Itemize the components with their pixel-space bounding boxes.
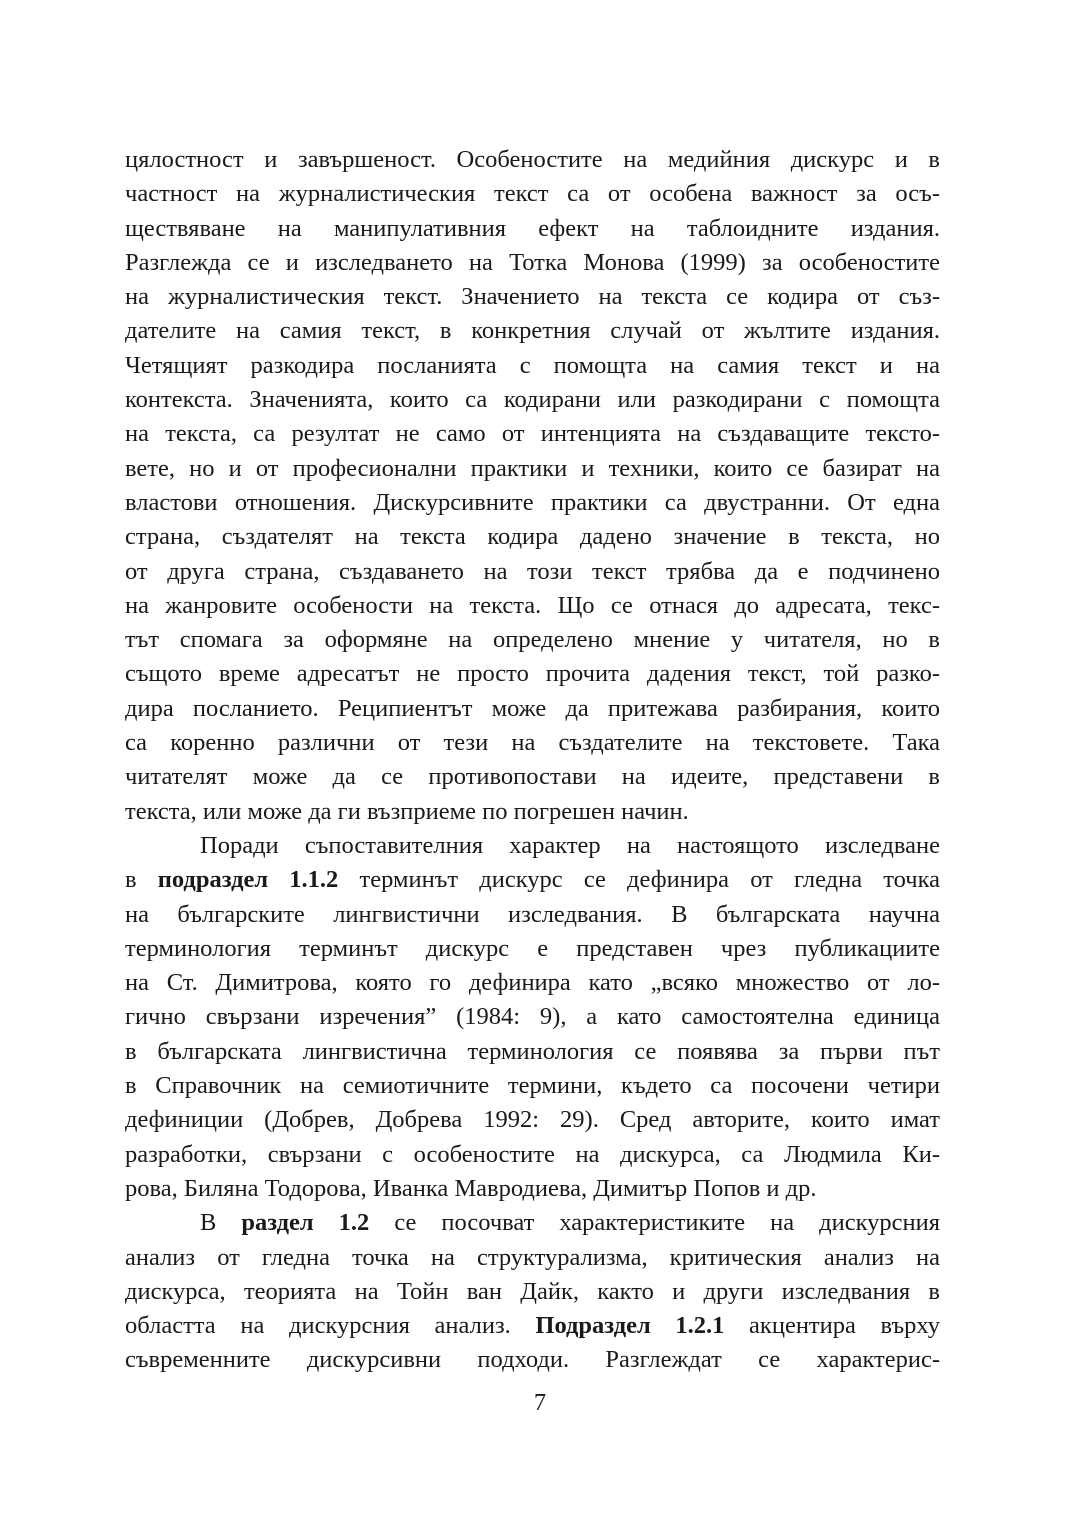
text-line: дателите на самия текст, в конкретния случай от жълтите издания. [125,317,940,345]
section-reference: раздел 1.2 [241,1209,370,1237]
text-line: дира посланието. Реципиентът може да притежава разбирания, които [125,694,940,722]
text-line: Поради съпоставителния характер на настоящото изследване [200,831,940,859]
text-line: властови отношения. Дискурсивните практики са двустранни. От една [125,488,940,516]
text-line: терминология терминът дискурс е представен чрез публикациите [125,934,940,962]
text-line: вете, но и от професионални практики и техники, които се базират на [125,454,940,482]
text-line: цялостност и завършеност. Особеностите на медийния дискурс и в [125,146,940,173]
text-line: контекста. Значенията, които са кодирани или разкодирани с помощта [125,386,940,414]
text-line: са коренно различни от тези на създателите на текстовете. Така [125,729,940,757]
text-line: разработки, свързани с особеностите на дискурса, са Людмила Ки- [125,1140,940,1168]
text-line: на текста, са резултат не само от интенцията на създаващите тексто- [125,420,940,448]
text-line: на жанровите особености на текста. Що се отнася до адресата, текс- [125,591,940,619]
text-line: анализ от гледна точка на структурализма, критическия анализ на [125,1243,940,1271]
text-line: на журналистическия текст. Значението на текста се кодира от съз- [125,283,940,311]
text-line: съвременните дискурсивни подходи. Разглеждат се характерис- [125,1346,940,1374]
text-line: рова, Биляна Тодорова, Иванка Мавродиева, Димитър Попов и др. [125,1174,817,1202]
text-line: същото време адресатът не просто прочита дадения текст, той разко- [125,660,940,688]
text-line: дефиниции (Добрев, Добрева 1992: 29). Сред авторите, които имат [125,1106,940,1134]
text-line: частност на журналистическия текст са от особена важност за осъ- [125,180,940,208]
text-line: тът спомага за оформяне на определено мнение у читателя, но в [125,626,940,654]
text-line: читателят може да се противопостави на идеите, представени в [125,763,940,791]
text-line: в Справочник на семиотичните термини, където са посочени четири [125,1072,940,1100]
text-line: ществяване на манипулативния ефект на таблоидните издания. [125,214,940,242]
text-line: областта на дискурсния анализ. Подраздел 1.2.1 акцентира върху [125,1312,940,1340]
paragraph-1 [125,143,940,829]
text-line: текста, или може да ги възприеме по погрешен начин. [125,797,689,825]
paragraph-3 [125,1206,940,1377]
section-reference: подраздел 1.1.2 [157,866,339,894]
text-line: В раздел 1.2 се посочват характеристиките на дискурсния [200,1209,940,1237]
body-text [125,143,940,1378]
text-line: гично свързани изречения” (1984: 9), а като самостоятелна единица [125,1003,940,1031]
text-line: в подраздел 1.1.2 терминът дискурс се дефинира от гледна точка [125,866,940,894]
text-line: Четящият разкодира посланията с помощта на самия текст и на [125,351,940,379]
text-line: на българските лингвистични изследвания. В българската научна [125,900,940,928]
text-line: страна, създателят на текста кодира дадено значение в текста, но [125,523,940,551]
paragraph-2 [125,829,940,1206]
text-line: на Ст. Димитрова, която го дефинира като „всяко множество от ло- [125,969,940,997]
section-reference: Подраздел 1.2.1 [535,1312,725,1340]
text-line: Разглежда се и изследването на Тотка Монова (1999) за особеностите [125,248,940,276]
text-line: в българската лингвистична терминология се появява за първи път [125,1037,940,1065]
text-line: дискурса, теорията на Тойн ван Дайк, както и други изследвания в [125,1277,940,1305]
text-line: от друга страна, създаването на този текст трябва да е подчинено [125,557,940,585]
page-number: 7 [533,1389,547,1416]
